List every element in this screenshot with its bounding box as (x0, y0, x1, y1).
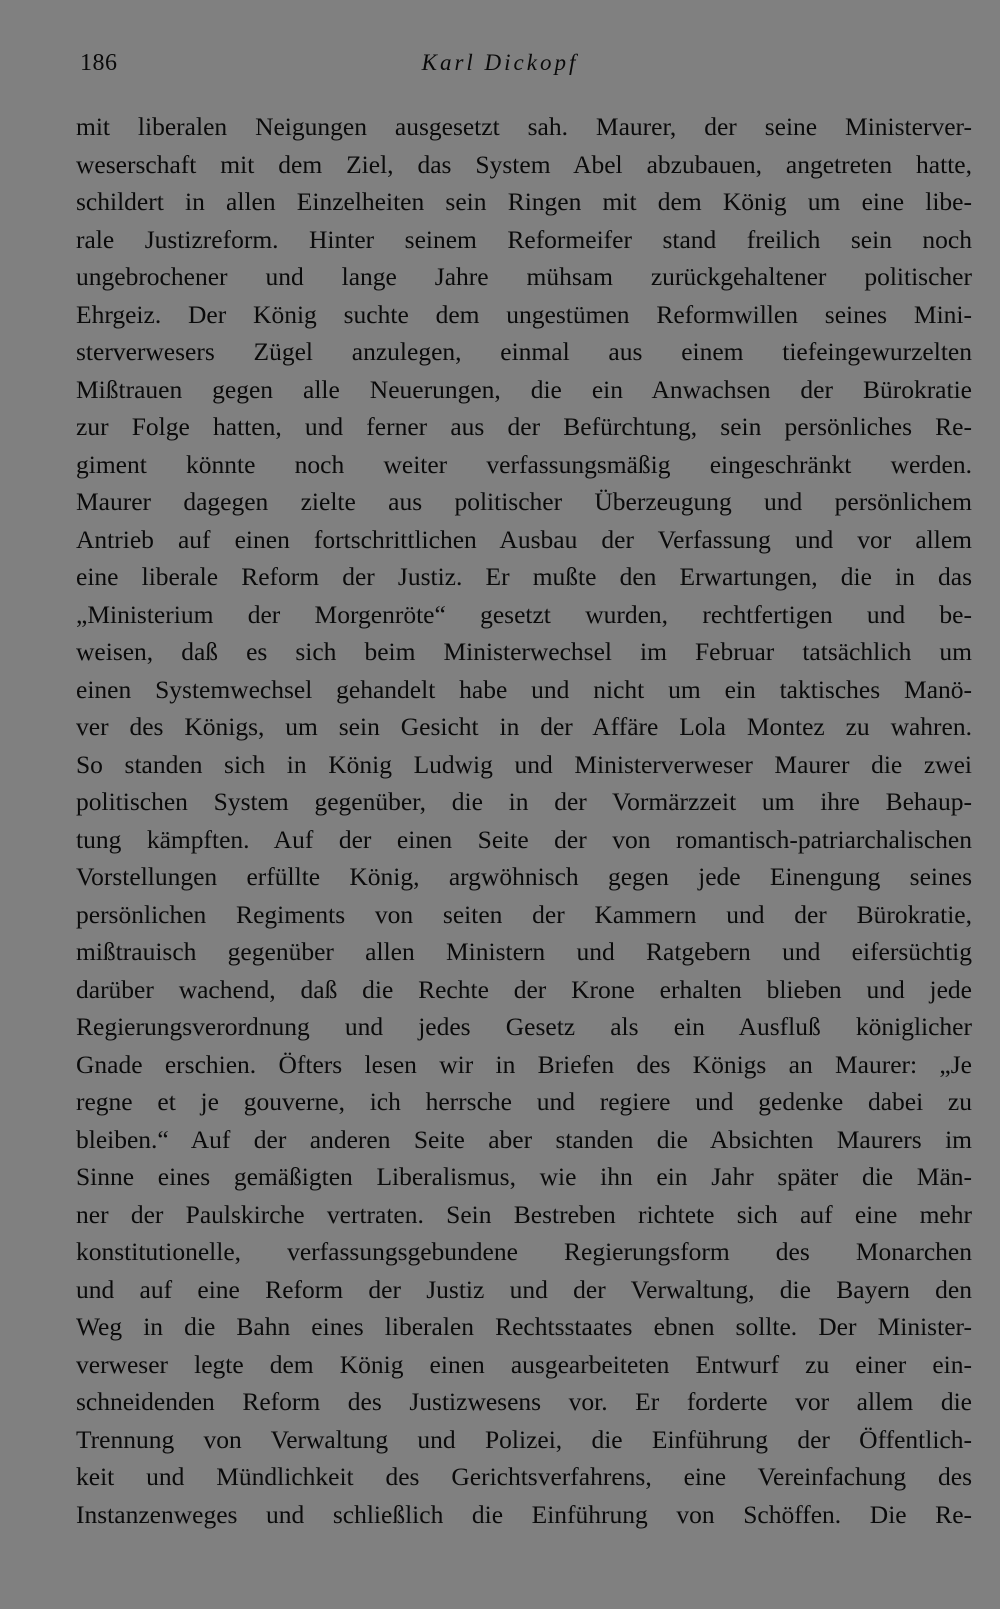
text-line: giment könnte noch weiter verfassungsmäßig eingeschränkt werden. (76, 449, 972, 479)
text-line: persönlichen Regiments von seiten der Kammern und der Bürokratie, (76, 899, 972, 929)
text-line: ner der Paulskirche vertraten. Sein Bestreben richtete sich auf eine mehr (76, 1199, 972, 1229)
text-line: mißtrauisch gegenüber allen Ministern und Ratgebern und eifersüchtig (76, 937, 972, 966)
text-line: weisen, daß es sich beim Ministerwechsel im Februar tatsächlich um (76, 637, 972, 666)
text-line: regne et je gouverne, ich herrsche und regiere und gedenke dabei zu (76, 1087, 972, 1116)
text-line: eine liberale Reform der Justiz. Er mußte den Erwartungen, die in das (76, 562, 972, 591)
text-line: mit liberalen Neigungen ausgesetzt sah. Maurer, der seine Ministerver- (76, 112, 972, 141)
text-line: So standen sich in König Ludwig und Ministerverweser Maurer die zwei (76, 749, 972, 779)
text-line: sterverwesers Zügel anzulegen, einmal aus einem tiefeingewurzelten (76, 337, 972, 366)
text-line: und auf eine Reform der Justiz und der Verwaltung, die Bayern den (76, 1274, 972, 1304)
text-line: Ehrgeiz. Der König suchte dem ungestümen Reformwillen seines Mini- (76, 299, 972, 329)
body-text (76, 108, 972, 1533)
text-line: Gnade erschien. Öfters lesen wir in Briefen des Königs an Maurer: „Je (76, 1049, 972, 1079)
text-line: zur Folge hatten, und ferner aus der Befürchtung, sein persönliches Re- (76, 412, 972, 441)
text-line: verweser legte dem König einen ausgearbeiteten Entwurf zu einer ein- (76, 1349, 972, 1379)
text-line: tung kämpften. Auf der einen Seite der von romantisch-patriarchalischen (76, 824, 972, 854)
text-line: Mißtrauen gegen alle Neuerungen, die ein Anwachsen der Bürokratie (76, 374, 972, 404)
text-line: Maurer dagegen zielte aus politischer Überzeugung und persönlichem (76, 487, 972, 516)
text-line: ungebrochener und lange Jahre mühsam zurückgehaltener politischer (76, 262, 972, 291)
text-line: schildert in allen Einzelheiten sein Ringen mit dem König um eine libe- (76, 187, 972, 216)
text-line: schneidenden Reform des Justizwesens vor. Er forderte vor allem die (76, 1387, 972, 1416)
page-number: 186 (80, 50, 118, 76)
text-line: einen Systemwechsel gehandelt habe und nicht um ein taktisches Manö- (76, 674, 972, 704)
text-line: Weg in die Bahn eines liberalen Rechtsstaates ebnen sollte. Der Minister- (76, 1312, 972, 1341)
text-line: Sinne eines gemäßigten Liberalismus, wie ihn ein Jahr später die Män- (76, 1162, 972, 1191)
page-header (0, 50, 1000, 84)
text-line: Trennung von Verwaltung und Polizei, die Einführung der Öffentlich- (76, 1424, 972, 1454)
running-head: Karl Dickopf (421, 50, 579, 75)
text-line: konstitutionelle, verfassungsgebundene Regierungsform des Monarchen (76, 1237, 972, 1266)
text-line: darüber wachend, daß die Rechte der Krone erhalten blieben und jede (76, 974, 972, 1004)
text-line: weserschaft mit dem Ziel, das System Abel abzubauen, angetreten hatte, (76, 149, 972, 179)
text-line: politischen System gegenüber, die in der Vormärzzeit um ihre Behaup- (76, 787, 972, 816)
text-line: keit und Mündlichkeit des Gerichtsverfahrens, eine Vereinfachung des (76, 1462, 972, 1491)
text-line: bleiben.“ Auf der anderen Seite aber standen die Absichten Maurers im (76, 1124, 972, 1154)
text-line: rale Justizreform. Hinter seinem Reformeifer stand freilich sein noch (76, 224, 972, 254)
text-line: Regierungsverordnung und jedes Gesetz als ein Ausfluß königlicher (76, 1012, 972, 1041)
text-line: Vorstellungen erfüllte König, argwöhnisch gegen jede Einengung seines (76, 862, 972, 891)
text-line: ver des Königs, um sein Gesicht in der Affäre Lola Montez zu wahren. (76, 712, 972, 741)
text-line: Antrieb auf einen fortschrittlichen Ausbau der Verfassung und vor allem (76, 524, 972, 554)
text-line: Instanzenweges und schließlich die Einführung von Schöffen. Die Re- (76, 1499, 972, 1529)
text-line: „Ministerium der Morgenröte“ gesetzt wurden, rechtfertigen und be- (76, 599, 972, 629)
